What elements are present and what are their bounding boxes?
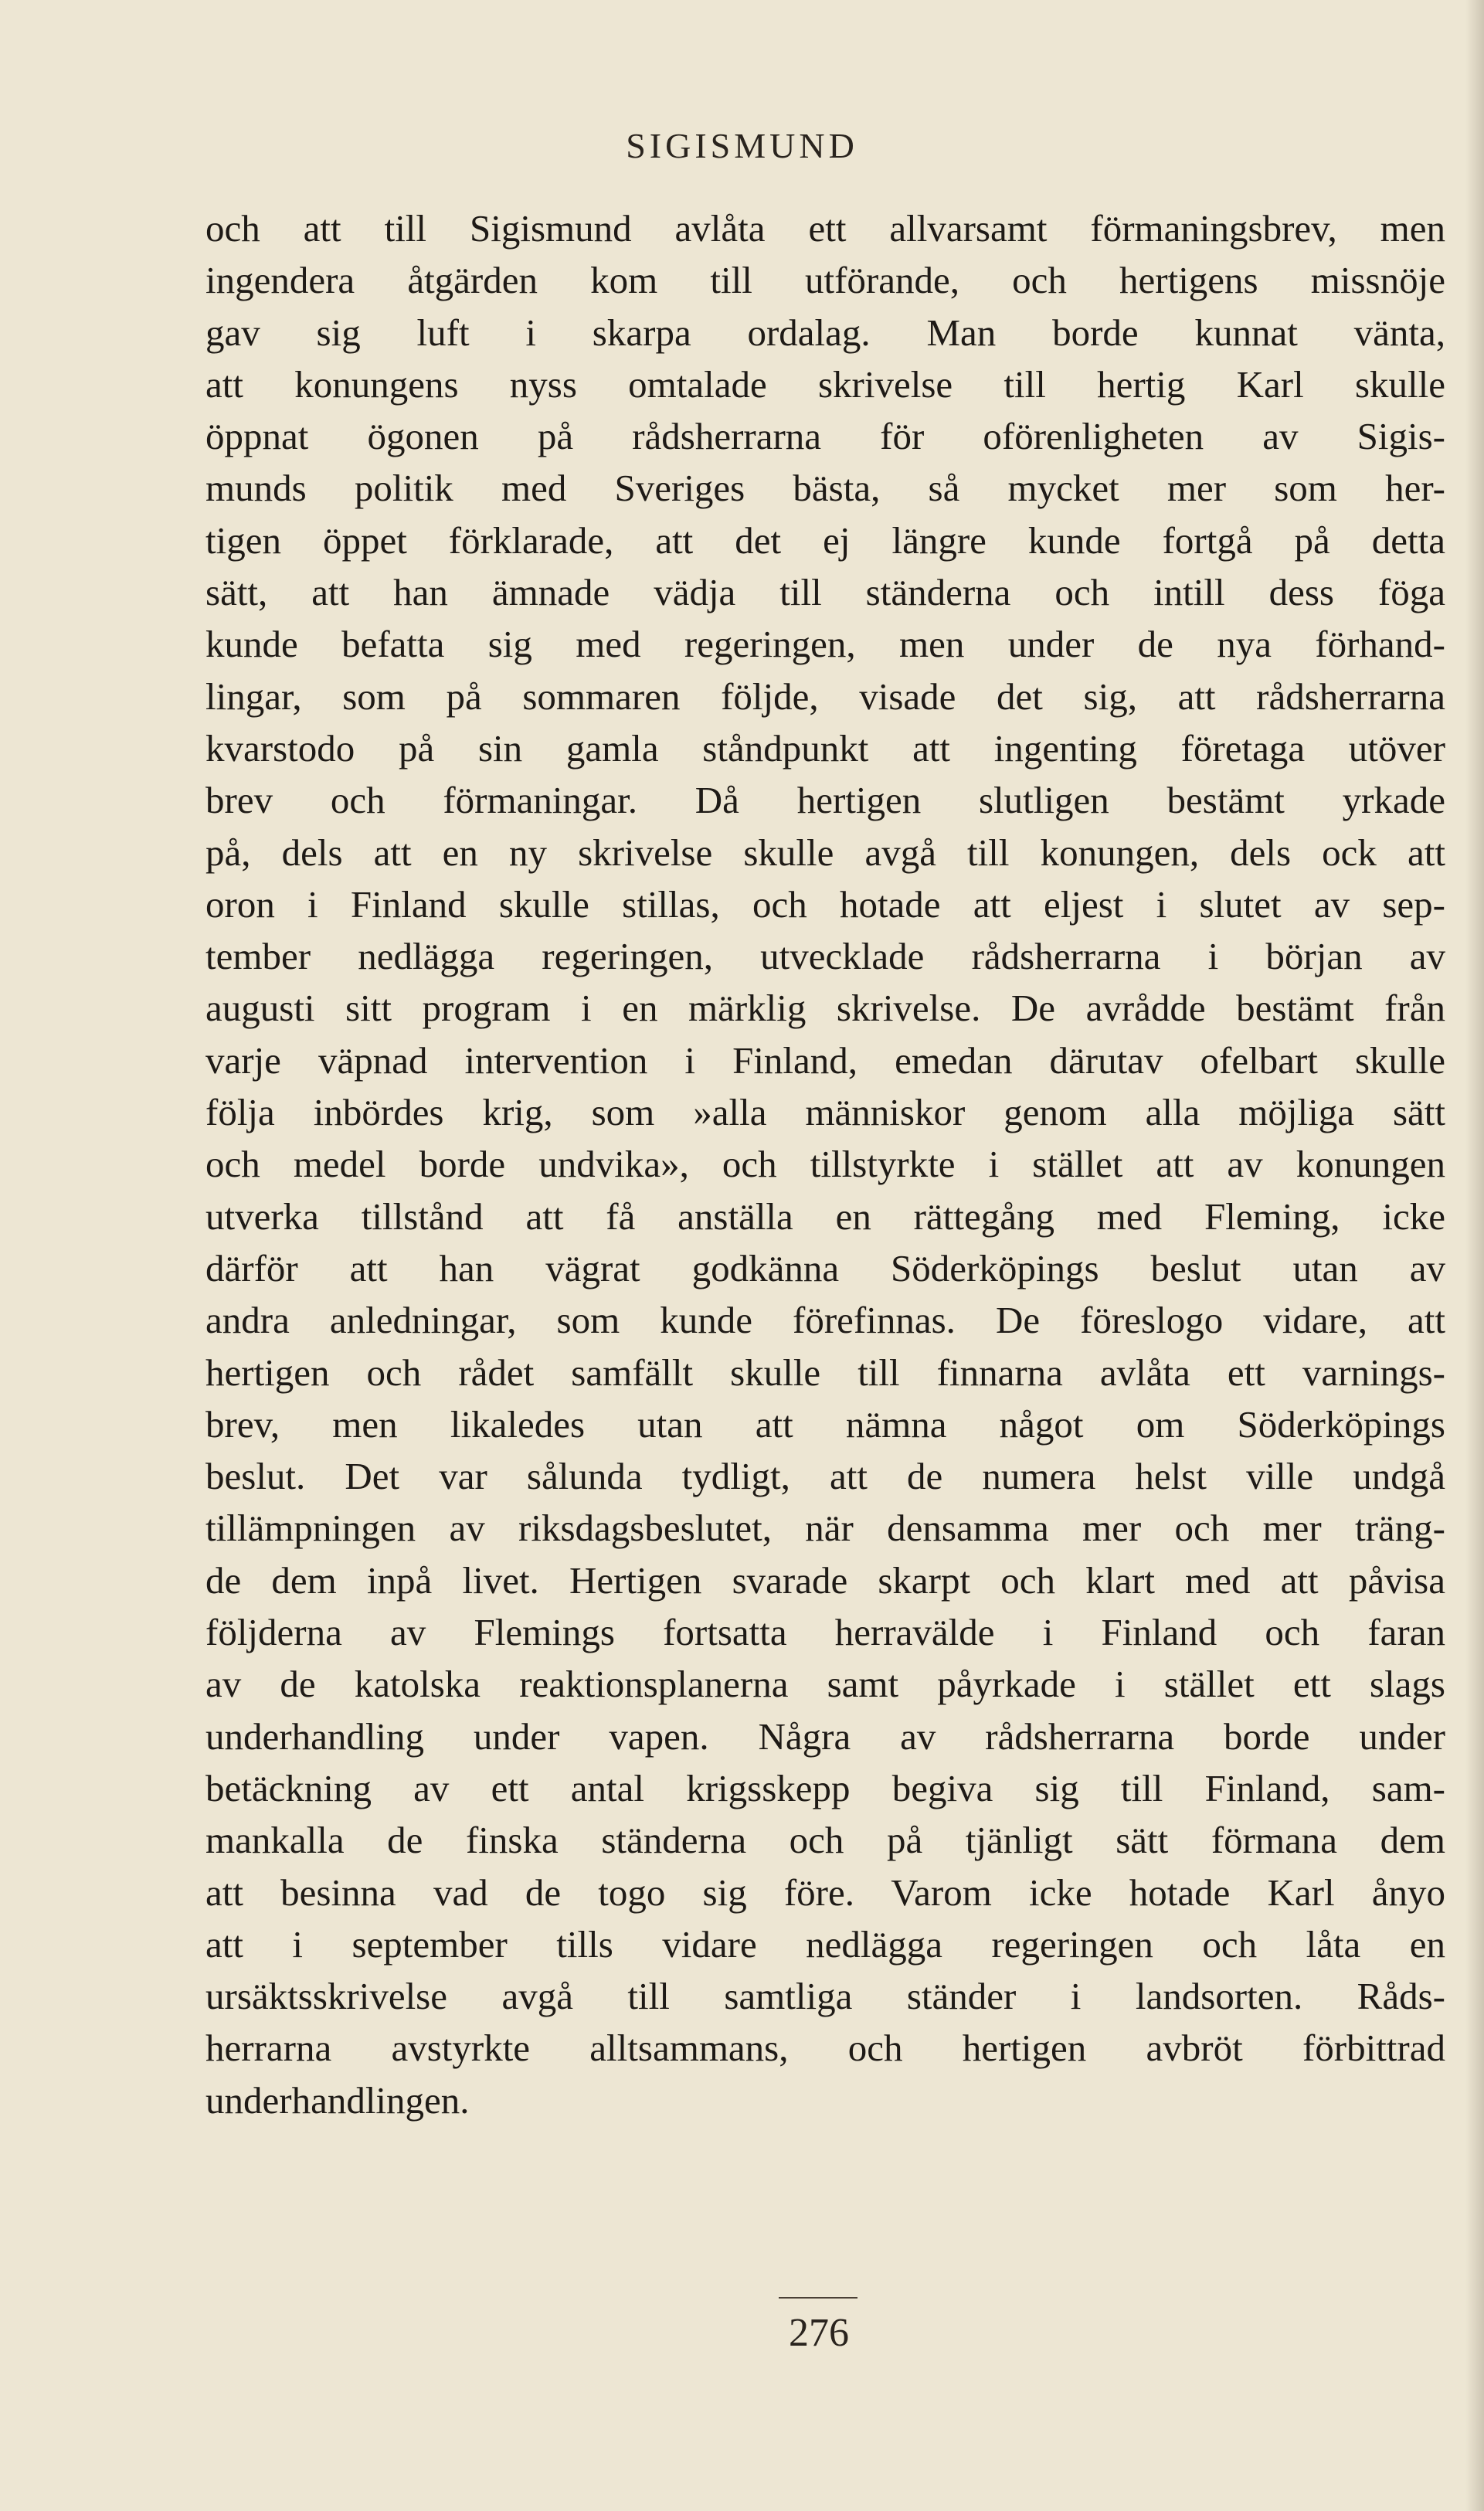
text-line: brev och förmaningar. Då hertigen slutligen bestämt yrkade xyxy=(205,779,1445,822)
text-line: augusti sitt program i en märklig skrivelse. De avrådde bestämt från xyxy=(205,987,1445,1030)
text-line: och att till Sigismund avlåta ett allvarsamt förmaningsbrev, men xyxy=(205,207,1445,250)
text-line: att konungens nyss omtalade skrivelse till hertig Karl skulle xyxy=(205,362,1445,406)
text-line: lingar, som på sommaren följde, visade det sig, att rådsherrarna xyxy=(205,674,1445,718)
text-line: öppnat ögonen på rådsherrarna för oförenligheten av Sigis- xyxy=(205,415,1445,458)
text-line: av de katolska reaktionsplanerna samt påyrkade i stället ett slags xyxy=(205,1663,1445,1706)
page-number: 276 xyxy=(789,2311,849,2355)
text-line: varje väpnad intervention i Finland, emedan därutav ofelbart skulle xyxy=(205,1038,1445,1082)
running-title: SIGISMUND xyxy=(626,126,858,165)
text-line: kunde befatta sig med regeringen, men under de nya förhand- xyxy=(205,623,1445,666)
text-line: oron i Finland skulle stillas, och hotade att eljest i slutet av sep- xyxy=(205,882,1445,926)
text-line: andra anledningar, som kunde förefinnas. De föreslogo vidare, att xyxy=(205,1299,1445,1342)
text-line: underhandling under vapen. Några av rådsherrarna borde under xyxy=(205,1714,1445,1758)
text-line: tigen öppet förklarade, att det ej längre kunde fortgå på detta xyxy=(205,518,1445,562)
text-line: kvarstodo på sin gamla ståndpunkt att ingenting företaga utöver xyxy=(205,726,1445,770)
text-line: hertigen och rådet samfällt skulle till finnarna avlåta ett varnings- xyxy=(205,1351,1445,1394)
text-line: munds politik med Sveriges bästa, så mycket mer som her- xyxy=(205,467,1445,510)
text-line: mankalla de finska ständerna och på tjänligt sätt förmana dem xyxy=(205,1819,1445,1862)
footer-rule xyxy=(779,2297,857,2299)
text-line: betäckning av ett antal krigsskepp begiva sig till Finland, sam- xyxy=(205,1766,1445,1809)
text-line: att besinna vad de togo sig före. Varom icke hotade Karl ånyo xyxy=(205,1871,1445,1914)
text-line: tember nedlägga regeringen, utvecklade rådsherrarna i början av xyxy=(205,935,1445,978)
text-line: ursäktsskrivelse avgå till samtliga ständer i landsorten. Råds- xyxy=(205,1975,1445,2018)
text-line: på, dels att en ny skrivelse skulle avgå till konungen, dels ock att xyxy=(205,831,1445,874)
text-line: herrarna avstyrkte alltsammans, och hertigen avbröt förbittrad xyxy=(205,2027,1445,2070)
text-line: att i september tills vidare nedlägga regeringen och låta en xyxy=(205,1922,1445,1966)
text-line-last: underhandlingen. xyxy=(205,2078,470,2122)
text-line: brev, men likaledes utan att nämna något om Söderköpings xyxy=(205,1402,1445,1446)
text-line: utverka tillstånd att få anställa en rättegång med Fleming, icke xyxy=(205,1194,1445,1238)
text-line: ingendera åtgärden kom till utförande, och hertigens missnöje xyxy=(205,259,1445,302)
text-line: därför att han vägrat godkänna Söderköpings beslut utan av xyxy=(205,1246,1445,1289)
body-text xyxy=(205,202,1445,2126)
text-line: sätt, att han ämnade vädja till ständerna och intill dess föga xyxy=(205,571,1445,614)
text-line: de dem inpå livet. Hertigen svarade skarpt och klart med att påvisa xyxy=(205,1558,1445,1602)
text-line: och medel borde undvika», och tillstyrkte i stället att av konungen xyxy=(205,1143,1445,1186)
text-line: följderna av Flemings fortsatta herravälde i Finland och faran xyxy=(205,1611,1445,1654)
text-line: tillämpningen av riksdagsbeslutet, när densamma mer och mer träng- xyxy=(205,1507,1445,1550)
page-edge-shadow xyxy=(1465,0,1484,2511)
text-line: beslut. Det var sålunda tydligt, att de numera helst ville undgå xyxy=(205,1455,1445,1498)
text-line: följa inbördes krig, som »alla människor genom alla möjliga sätt xyxy=(205,1091,1445,1134)
text-line: gav sig luft i skarpa ordalag. Man borde kunnat vänta, xyxy=(205,311,1445,354)
